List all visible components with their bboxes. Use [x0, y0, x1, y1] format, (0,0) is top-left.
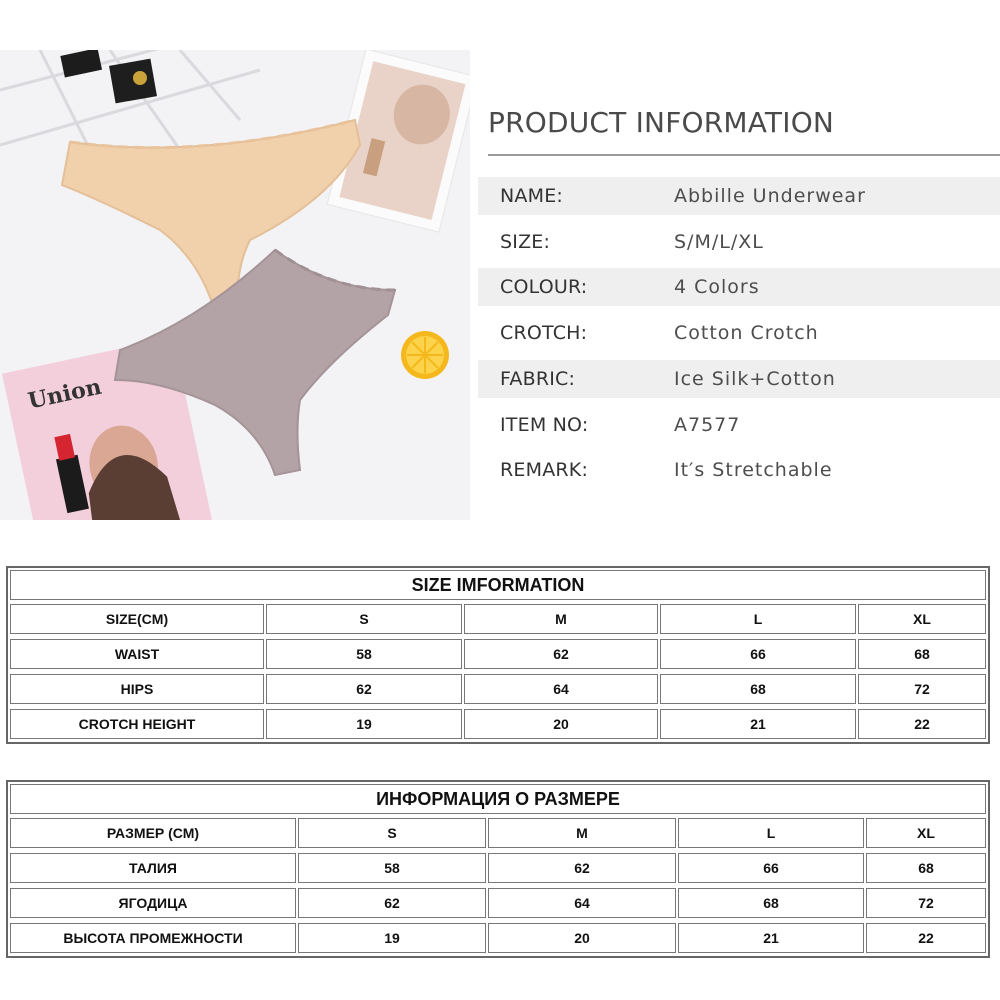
- table-cell: 72: [858, 674, 986, 704]
- size-table-en: [6, 566, 990, 744]
- table-row-label: ВЫСОТА ПРОМЕЖНОСТИ: [10, 923, 296, 953]
- info-row-crotch: [478, 314, 1000, 352]
- size-table-title: ИНФОРМАЦИЯ О РАЗМЕРЕ: [10, 784, 986, 814]
- table-cell: 58: [266, 639, 462, 669]
- table-cell: 68: [678, 888, 864, 918]
- info-value: 4 Colors: [674, 276, 760, 298]
- info-row-fabric: [478, 360, 1000, 398]
- table-cell: 21: [660, 709, 856, 739]
- table-cell: 22: [858, 709, 986, 739]
- table-row-label: ТАЛИЯ: [10, 853, 296, 883]
- info-label: REMARK:: [500, 459, 589, 481]
- table-header-cell: M: [464, 604, 658, 634]
- product-photo-illustration: [0, 50, 470, 520]
- product-info-title: PRODUCT INFORMATION: [488, 106, 835, 139]
- info-row-item-no: [478, 406, 1000, 444]
- table-row-label: WAIST: [10, 639, 264, 669]
- table-header-cell: S: [298, 818, 486, 848]
- info-value: Cotton Crotch: [674, 322, 819, 344]
- product-info-divider: [488, 154, 1000, 156]
- size-table-ru: [6, 780, 990, 958]
- table-cell: 68: [660, 674, 856, 704]
- table-header-cell: XL: [858, 604, 986, 634]
- info-row-remark: [478, 451, 1000, 489]
- table-header-cell: SIZE(CM): [10, 604, 264, 634]
- info-label: CROTCH:: [500, 322, 588, 344]
- table-cell: 64: [488, 888, 676, 918]
- info-value: A7577: [674, 414, 741, 436]
- info-label: SIZE:: [500, 231, 551, 253]
- info-row-colour: [478, 268, 1000, 306]
- table-cell: 19: [266, 709, 462, 739]
- table-cell: 66: [660, 639, 856, 669]
- table-cell: 21: [678, 923, 864, 953]
- table-cell: 62: [488, 853, 676, 883]
- table-cell: 68: [866, 853, 986, 883]
- table-cell: 72: [866, 888, 986, 918]
- info-label: ITEM NO:: [500, 414, 589, 436]
- info-row-name: [478, 177, 1000, 215]
- product-photo: [0, 50, 470, 520]
- table-cell: 62: [464, 639, 658, 669]
- info-label: COLOUR:: [500, 276, 588, 298]
- info-row-size: [478, 223, 1000, 261]
- table-cell: 64: [464, 674, 658, 704]
- table-header-cell: L: [678, 818, 864, 848]
- info-value: S/M/L/XL: [674, 231, 764, 253]
- table-cell: 20: [488, 923, 676, 953]
- info-value: Abbille Underwear: [674, 185, 866, 207]
- table-cell: 62: [298, 888, 486, 918]
- magazine-word: Union: [25, 373, 104, 415]
- info-value: Ice Silk+Cotton: [674, 368, 836, 390]
- table-cell: 58: [298, 853, 486, 883]
- info-label: FABRIC:: [500, 368, 576, 390]
- table-header-cell: L: [660, 604, 856, 634]
- table-cell: 62: [266, 674, 462, 704]
- table-cell: 22: [866, 923, 986, 953]
- table-cell: 19: [298, 923, 486, 953]
- table-header-cell: S: [266, 604, 462, 634]
- table-row-label: ЯГОДИЦА: [10, 888, 296, 918]
- table-cell: 66: [678, 853, 864, 883]
- table-row-label: HIPS: [10, 674, 264, 704]
- table-row-label: CROTCH HEIGHT: [10, 709, 264, 739]
- table-header-cell: M: [488, 818, 676, 848]
- table-header-cell: РАЗМЕР (СМ): [10, 818, 296, 848]
- size-table-title: SIZE IMFORMATION: [10, 570, 986, 600]
- info-value: It′s Stretchable: [674, 459, 833, 481]
- table-header-cell: XL: [866, 818, 986, 848]
- table-cell: 20: [464, 709, 658, 739]
- info-label: NAME:: [500, 185, 564, 207]
- table-cell: 68: [858, 639, 986, 669]
